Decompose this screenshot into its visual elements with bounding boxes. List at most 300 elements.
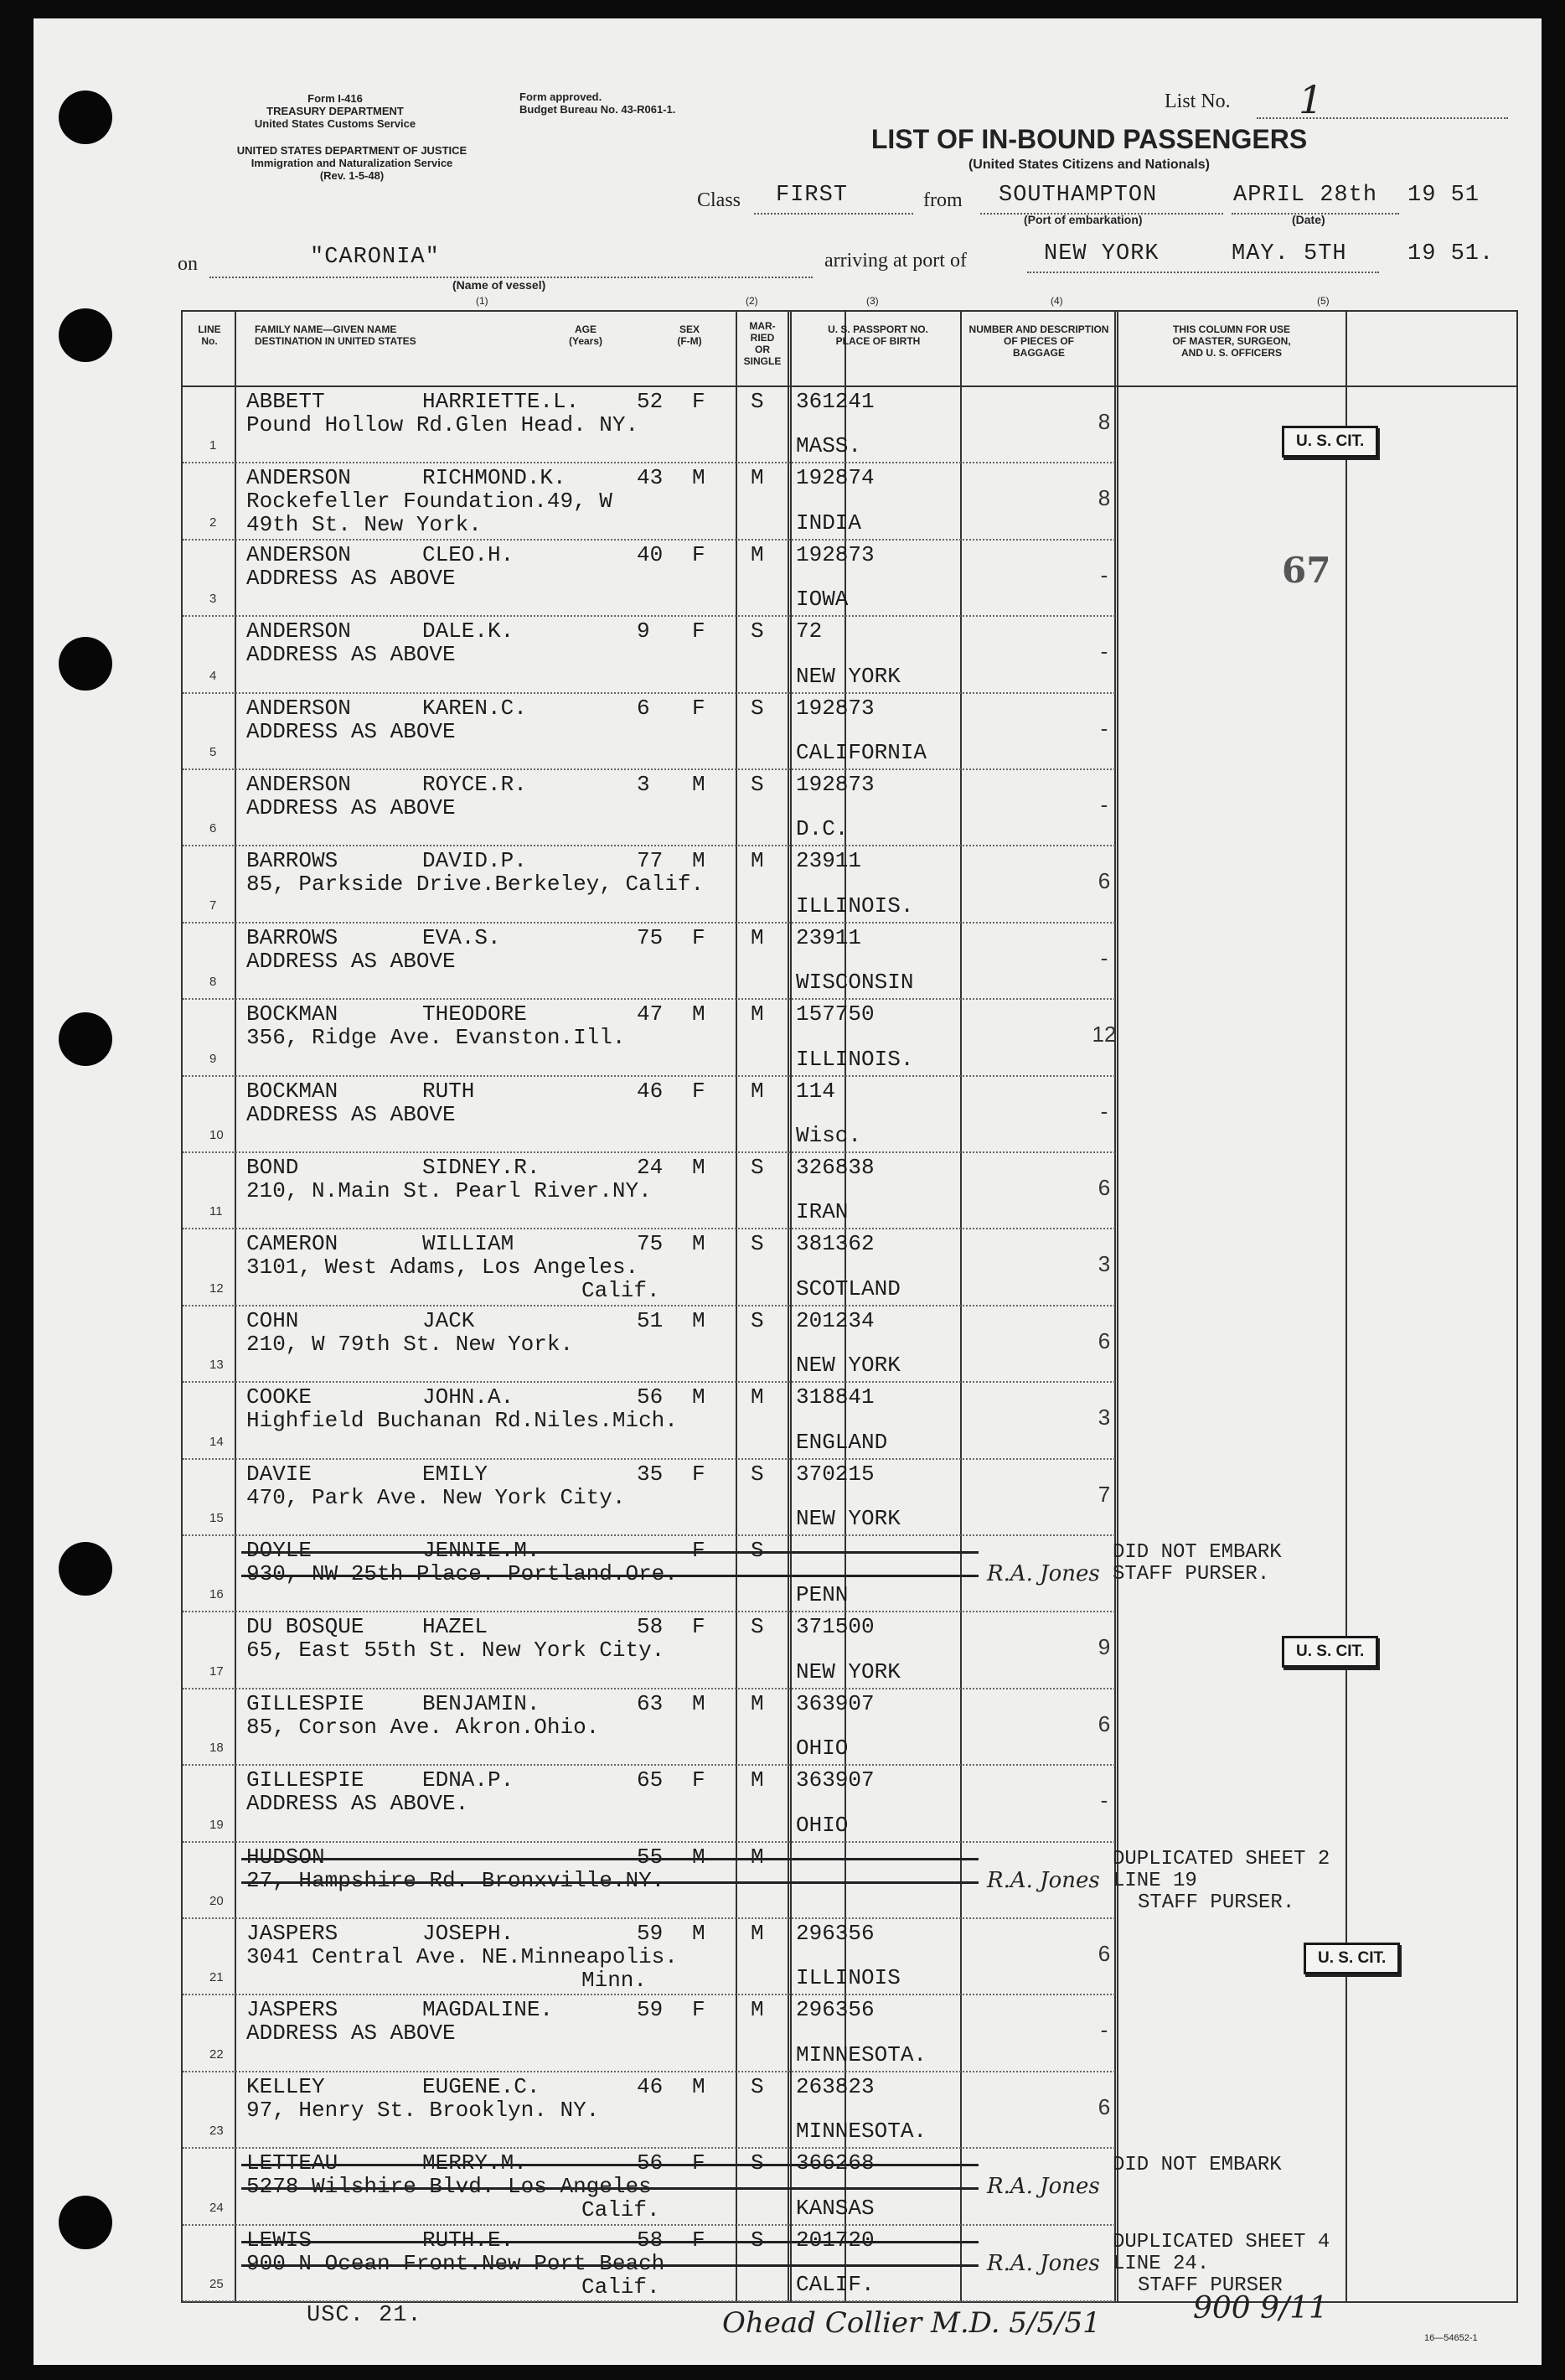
officer-note-3: STAFF PURSER: [1138, 2274, 1283, 2297]
line-number: 15: [209, 1510, 224, 1525]
marital-status: M: [751, 848, 764, 874]
passport-number: 192873: [796, 772, 875, 797]
baggage-count: 6: [1098, 1941, 1111, 1966]
treasury-label: TREASURY DEPARTMENT: [266, 105, 404, 117]
col-header-married: MAR- RIED OR SINGLE: [743, 320, 782, 367]
place-of-birth: ILLINOIS.: [796, 892, 914, 918]
row-rule: [183, 2300, 1115, 2302]
place-of-birth: Wisc.: [796, 1122, 862, 1148]
family-name: ABBETT: [246, 389, 325, 414]
marital-status: M: [751, 1844, 764, 1870]
given-name: WILLIAM: [422, 1231, 514, 1257]
us-citizen-stamp: U. S. CIT.: [1282, 1636, 1378, 1668]
class-value: FIRST: [776, 183, 849, 208]
col-header-officers: THIS COLUMN FOR USE OF MASTER, SURGEON, AND U. S. OFFICERS: [1172, 323, 1291, 359]
address: 5278 Wilshire Blvd. Los Angeles: [246, 2174, 652, 2200]
place-of-birth: CALIF.: [796, 2271, 875, 2297]
family-name: BARROWS: [246, 848, 338, 874]
family-name: BOND: [246, 1155, 299, 1180]
address: 65, East 55th St. New York City.: [246, 1638, 665, 1663]
inspector-signature: Ohead Collier M.D. 5/5/51: [722, 2306, 1101, 2340]
officer-note-2: LINE 24.: [1113, 2252, 1210, 2275]
sex: M: [692, 848, 705, 874]
passport-number: 263823: [796, 2073, 875, 2099]
arrival-date: MAY. 5TH: [1232, 241, 1347, 266]
place-of-birth: IOWA: [796, 587, 849, 613]
family-name: ANDERSON: [246, 695, 351, 721]
given-name: HARRIETTE.L.: [422, 389, 580, 414]
address: 3041 Central Ave. NE.Minneapolis.: [246, 1944, 678, 1969]
col-header-line: LINE No.: [198, 323, 221, 347]
table-row: [183, 1306, 1516, 1383]
place-of-birth: NEW YORK: [796, 1505, 901, 1531]
given-name: RUTH: [422, 1078, 475, 1104]
age: 6: [637, 695, 650, 721]
sex: F: [692, 1997, 705, 2023]
address: 85, Corson Ave. Akron.Ohio.: [246, 1714, 600, 1740]
sex: F: [692, 924, 705, 950]
footer-form-code: 16—54652-1: [1424, 2333, 1478, 2343]
line-number: 12: [209, 1281, 224, 1296]
place-of-birth: ILLINOIS: [796, 1965, 901, 1991]
col-number-4: (4): [1051, 295, 1063, 307]
sex: F: [692, 1614, 705, 1640]
form-approval: [519, 91, 788, 116]
age: 47: [637, 1001, 664, 1027]
col-header-passport: U. S. PASSPORT NO. PLACE OF BIRTH: [828, 323, 928, 347]
line-number: 21: [209, 1970, 224, 1985]
marital-status: M: [751, 1078, 764, 1104]
table-row: [183, 1153, 1516, 1229]
from-value: SOUTHAMPTON: [999, 183, 1158, 208]
marital-status: S: [751, 1155, 764, 1180]
revision-label: (Rev. 1-5-48): [319, 169, 385, 182]
family-name: GILLESPIE: [246, 1767, 364, 1793]
given-name: EMILY: [422, 1461, 488, 1487]
passport-number: 371500: [796, 1614, 875, 1640]
officer-note: DID NOT EMBARK: [1113, 1541, 1282, 1564]
address: ADDRESS AS ABOVE.: [246, 1791, 469, 1817]
age: 51: [637, 1307, 664, 1333]
baggage-count: -: [1100, 1788, 1108, 1813]
marital-status: S: [751, 1461, 764, 1487]
baggage-count: 8: [1098, 485, 1111, 511]
sex: F: [692, 1767, 705, 1793]
age: 24: [637, 1155, 664, 1180]
purser-signature: R.A. Jones: [987, 2250, 1100, 2276]
list-no-line: [1257, 117, 1508, 119]
page-subtitle: (United States Citizens and Nationals): [968, 158, 1211, 172]
passenger-table: [181, 310, 1518, 2303]
punch-hole: [59, 637, 112, 691]
sex: F: [692, 541, 705, 567]
table-row: [183, 846, 1516, 923]
sex: M: [692, 1155, 705, 1180]
age: 77: [637, 848, 664, 874]
passport-number: 192873: [796, 695, 875, 721]
embark-date: APRIL 28th: [1233, 183, 1378, 208]
marital-status: S: [751, 1231, 764, 1257]
strike-line: [241, 2164, 979, 2166]
address: ADDRESS AS ABOVE: [246, 1101, 456, 1127]
place-of-birth: PENN: [796, 1582, 849, 1608]
place-of-birth: ILLINOIS.: [796, 1046, 914, 1072]
family-name: ANDERSON: [246, 772, 351, 797]
marital-status: M: [751, 1767, 764, 1793]
place-of-birth: ENGLAND: [796, 1429, 888, 1455]
family-name: LEWIS: [246, 2227, 312, 2253]
given-name: ROYCE.R.: [422, 772, 527, 797]
class-label: Class: [697, 189, 741, 211]
arrival-year: 19 51.: [1407, 241, 1495, 266]
table-row: [183, 1460, 1516, 1536]
marital-status: S: [751, 695, 764, 721]
given-name: JOSEPH.: [422, 1921, 514, 1946]
sex: M: [692, 1844, 705, 1870]
address: 356, Ridge Ave. Evanston.Ill.: [246, 1025, 626, 1051]
address: ADDRESS AS ABOVE: [246, 718, 456, 744]
date-label: (Date): [1292, 213, 1325, 226]
passport-number: 296356: [796, 1921, 875, 1946]
given-name: KAREN.C.: [422, 695, 527, 721]
family-name: ANDERSON: [246, 465, 351, 491]
table-row: [183, 617, 1516, 693]
sex: M: [692, 1307, 705, 1333]
purser-signature: R.A. Jones: [987, 1561, 1100, 1586]
table-row: [183, 770, 1516, 846]
address: 930, NW 25th Place. Portland.Ore.: [246, 1561, 678, 1586]
place-of-birth: MINNESOTA.: [796, 2119, 927, 2145]
baggage-count: 8: [1098, 409, 1111, 434]
vessel-name: "CARONIA": [310, 245, 440, 270]
baggage-count: -: [1100, 1098, 1108, 1124]
justice-label: UNITED STATES DEPARTMENT OF JUSTICE: [236, 144, 467, 157]
family-name: COHN: [246, 1307, 299, 1333]
port-embarkation-label: (Port of embarkation): [1024, 213, 1143, 226]
passport-number: 201720: [796, 2227, 875, 2253]
line-number: 6: [209, 821, 217, 836]
family-name: ANDERSON: [246, 541, 351, 567]
given-name: EVA.S.: [422, 924, 501, 950]
age: 75: [637, 1231, 664, 1257]
table-row: [183, 463, 1516, 540]
address: 900 N Ocean Front.New Port Beach: [246, 2250, 665, 2276]
baggage-count: 3: [1098, 1405, 1111, 1431]
marital-status: S: [751, 1307, 764, 1333]
officer-note-3: STAFF PURSER.: [1138, 1891, 1295, 1914]
marital-status: M: [751, 465, 764, 491]
given-name: HAZEL: [422, 1614, 488, 1640]
marital-status: M: [751, 1001, 764, 1027]
age: 75: [637, 924, 664, 950]
punch-hole: [59, 2196, 112, 2249]
table-row: [183, 1536, 1516, 1612]
line-number: 14: [209, 1434, 224, 1449]
age: 43: [637, 465, 664, 491]
table-row: [183, 2072, 1516, 2149]
marital-status: M: [751, 1997, 764, 2023]
address: Highfield Buchanan Rd.Niles.Mich.: [246, 1408, 678, 1434]
address: ADDRESS AS ABOVE: [246, 2020, 456, 2046]
baggage-count: -: [1100, 944, 1108, 970]
baggage-count: -: [1100, 2017, 1108, 2043]
given-name: MERRY.M.: [422, 2150, 527, 2176]
sex: F: [692, 618, 705, 644]
marital-status: M: [751, 1384, 764, 1410]
line-number: 19: [209, 1817, 224, 1832]
col-header-age: AGE (Years): [568, 323, 603, 347]
customs-label: United States Customs Service: [254, 117, 416, 130]
sex: M: [692, 1690, 705, 1716]
officer-note-2: STAFF PURSER.: [1113, 1563, 1270, 1586]
passport-number: 318841: [796, 1384, 875, 1410]
passport-number: 114: [796, 1078, 835, 1104]
table-row: [183, 2149, 1516, 2225]
sex: F: [692, 1461, 705, 1487]
from-label: from: [923, 189, 963, 211]
address-continued: 49th St. New York.: [246, 512, 482, 538]
given-name: SIDNEY.R.: [422, 1155, 540, 1180]
table-row: [183, 694, 1516, 770]
place-of-birth: NEW YORK: [796, 1353, 901, 1379]
address: Rockefeller Foundation.49, W: [246, 489, 612, 515]
place-of-birth: SCOTLAND: [796, 1275, 901, 1301]
line-number: 1: [209, 438, 217, 453]
footer-usc: USC. 21.: [307, 2303, 422, 2328]
strike-line: [241, 2241, 979, 2243]
table-row: [183, 1229, 1516, 1306]
address: 210, W 79th St. New York.: [246, 1331, 574, 1357]
strike-line: [241, 1881, 979, 1884]
marital-status: S: [751, 2150, 764, 2176]
age: 58: [637, 2227, 664, 2253]
family-name: KELLEY: [246, 2073, 325, 2099]
age: 35: [637, 1461, 664, 1487]
given-name: RICHMOND.K.: [422, 465, 566, 491]
address: Pound Hollow Rd.Glen Head. NY.: [246, 412, 639, 437]
place-of-birth: OHIO: [796, 1812, 849, 1838]
baggage-count: 6: [1098, 1175, 1111, 1200]
given-name: DAVID.P.: [422, 848, 527, 874]
punch-hole: [59, 308, 112, 362]
place-of-birth: KANSAS: [796, 2195, 875, 2221]
marital-status: S: [751, 2073, 764, 2099]
place-of-birth: OHIO: [796, 1736, 849, 1762]
arriving-label: arriving at port of: [824, 250, 967, 272]
budget-bureau: Budget Bureau No. 43-R061-1.: [519, 103, 676, 116]
baggage-count: 6: [1098, 2093, 1111, 2119]
age: 65: [637, 1767, 664, 1793]
officer-note-2: LINE 19: [1113, 1869, 1197, 1892]
list-no-label: List No.: [1165, 91, 1231, 112]
table-row: [183, 1766, 1516, 1842]
family-name: BOCKMAN: [246, 1078, 338, 1104]
line-number: 5: [209, 744, 217, 759]
on-label: on: [178, 253, 198, 275]
family-name: COOKE: [246, 1384, 312, 1410]
line-number: 7: [209, 898, 217, 913]
given-name: JENNIE.M.: [422, 1538, 540, 1563]
table-row: [183, 1995, 1516, 2072]
form-meta-left: [226, 92, 444, 130]
strike-line: [241, 1551, 979, 1554]
line-number: 2: [209, 515, 217, 530]
given-name: THEODORE: [422, 1001, 527, 1027]
passport-number: 366268: [796, 2150, 875, 2176]
line-number: 11: [209, 1204, 223, 1219]
passport-number: 370215: [796, 1461, 875, 1487]
address: 97, Henry St. Brooklyn. NY.: [246, 2097, 600, 2123]
form-number: Form I-416: [307, 92, 363, 105]
purser-signature: R.A. Jones: [987, 1867, 1100, 1893]
col-number-2: (2): [746, 295, 758, 307]
marital-status: S: [751, 1614, 764, 1640]
address: ADDRESS AS ABOVE: [246, 565, 456, 591]
baggage-count: 6: [1098, 1710, 1111, 1736]
passport-number: 363907: [796, 1690, 875, 1716]
passport-number: 23911: [796, 848, 862, 874]
table-row: [183, 1077, 1516, 1153]
punch-hole: [59, 91, 112, 144]
address: ADDRESS AS ABOVE: [246, 642, 456, 668]
arrival-line: [1027, 272, 1379, 273]
family-name: HUDSON: [246, 1844, 325, 1870]
sex: M: [692, 1231, 705, 1257]
address: 27, Hampshire Rd. Bronxville.NY.: [246, 1867, 665, 1893]
sex: M: [692, 772, 705, 797]
justice-block: [168, 144, 536, 182]
marital-status: S: [751, 389, 764, 414]
purser-signature: R.A. Jones: [987, 2174, 1100, 2200]
form-approved: Form approved.: [519, 91, 602, 103]
address: ADDRESS AS ABOVE: [246, 948, 456, 974]
address-continued: Calif.: [581, 1278, 660, 1304]
line-number: 9: [209, 1051, 217, 1066]
baggage-count: 3: [1098, 1251, 1111, 1277]
table-row: [183, 1843, 1516, 1919]
given-name: JACK: [422, 1307, 475, 1333]
line-number: 24: [209, 2200, 224, 2215]
address: ADDRESS AS ABOVE: [246, 795, 456, 820]
address: 3101, West Adams, Los Angeles.: [246, 1255, 639, 1281]
line-number: 3: [209, 592, 217, 607]
given-name: CLEO.H.: [422, 541, 514, 567]
given-name: DALE.K.: [422, 618, 514, 644]
given-name: JOHN.A.: [422, 1384, 514, 1410]
sex: F: [692, 2227, 705, 2253]
sex: M: [692, 2073, 705, 2099]
age: 56: [637, 1384, 664, 1410]
arrival-port: NEW YORK: [1044, 241, 1160, 266]
place-of-birth: MINNESOTA.: [796, 2041, 927, 2067]
sex: F: [692, 695, 705, 721]
family-name: CAMERON: [246, 1231, 338, 1257]
baggage-count: 9: [1098, 1634, 1111, 1660]
passport-number: 361241: [796, 389, 875, 414]
family-name: ANDERSON: [246, 618, 351, 644]
line-number: 16: [209, 1587, 224, 1602]
col-number-5: (5): [1317, 295, 1330, 307]
address-continued: Calif.: [581, 2274, 660, 2300]
marital-status: S: [751, 1538, 764, 1563]
age: 63: [637, 1690, 664, 1716]
age: 59: [637, 1921, 664, 1946]
embark-year: 19 51: [1407, 183, 1480, 208]
baggage-count: -: [1100, 792, 1108, 817]
baggage-count: 12: [1092, 1022, 1117, 1048]
baggage-count: 6: [1098, 1327, 1111, 1353]
col-header-baggage: NUMBER AND DESCRIPTION OF PIECES OF BAGGAGE: [968, 323, 1109, 359]
table-row: [183, 1000, 1516, 1076]
line-number: 17: [209, 1663, 224, 1679]
age: 52: [637, 389, 664, 414]
passport-number: 381362: [796, 1231, 875, 1257]
age: 9: [637, 618, 650, 644]
line-number: 13: [209, 1358, 224, 1373]
age: 46: [637, 1078, 664, 1104]
marital-status: M: [751, 541, 764, 567]
line-number: 18: [209, 1741, 224, 1756]
passport-number: 157750: [796, 1001, 875, 1027]
sex: F: [692, 1538, 705, 1563]
address-continued: Calif.: [581, 2197, 660, 2223]
vessel-label: (Name of vessel): [452, 278, 546, 292]
marital-status: M: [751, 1921, 764, 1946]
given-name: BENJAMIN.: [422, 1690, 540, 1716]
passport-number: 326838: [796, 1155, 875, 1180]
line-number: 22: [209, 2046, 224, 2062]
place-of-birth: NEW YORK: [796, 663, 901, 689]
sex: F: [692, 389, 705, 414]
col-number-1: (1): [476, 295, 488, 307]
punch-hole: [59, 1012, 112, 1066]
list-no-value: 1: [1299, 77, 1324, 122]
stamp-mark: 67: [1282, 550, 1331, 591]
passport-number: 192873: [796, 541, 875, 567]
line-number: 25: [209, 2276, 224, 2291]
passport-number: 363907: [796, 1767, 875, 1793]
ins-label: Immigration and Naturalization Service: [251, 157, 453, 169]
address: 85, Parkside Drive.Berkeley, Calif.: [246, 872, 705, 898]
given-name: RUTH.E.: [422, 2227, 514, 2253]
table-row: [183, 1689, 1516, 1766]
place-of-birth: D.C.: [796, 816, 849, 842]
sex: F: [692, 1078, 705, 1104]
given-name: MAGDALINE.: [422, 1997, 554, 2023]
line-number: 20: [209, 1893, 224, 1908]
col-header-sex: SEX (F-M): [677, 323, 702, 347]
us-citizen-stamp: U. S. CIT.: [1304, 1943, 1400, 1974]
line-number: 4: [209, 668, 217, 683]
age: 58: [637, 1614, 664, 1640]
col-number-3: (3): [866, 295, 879, 307]
place-of-birth: IRAN: [796, 1199, 849, 1225]
age: 46: [637, 2073, 664, 2099]
marital-status: S: [751, 2227, 764, 2253]
age: 3: [637, 772, 650, 797]
footer-handnote: 900 9/11: [1193, 2291, 1328, 2326]
marital-status: M: [751, 924, 764, 950]
line-number: 23: [209, 2124, 224, 2139]
age: 59: [637, 1997, 664, 2023]
officer-note: DUPLICATED SHEET 4: [1113, 2230, 1330, 2253]
baggage-count: -: [1100, 561, 1108, 587]
family-name: JASPERS: [246, 1997, 338, 2023]
strike-line: [241, 1575, 979, 1577]
sex: M: [692, 1921, 705, 1946]
table-row: [183, 1383, 1516, 1459]
given-name: EDNA.P.: [422, 1767, 514, 1793]
